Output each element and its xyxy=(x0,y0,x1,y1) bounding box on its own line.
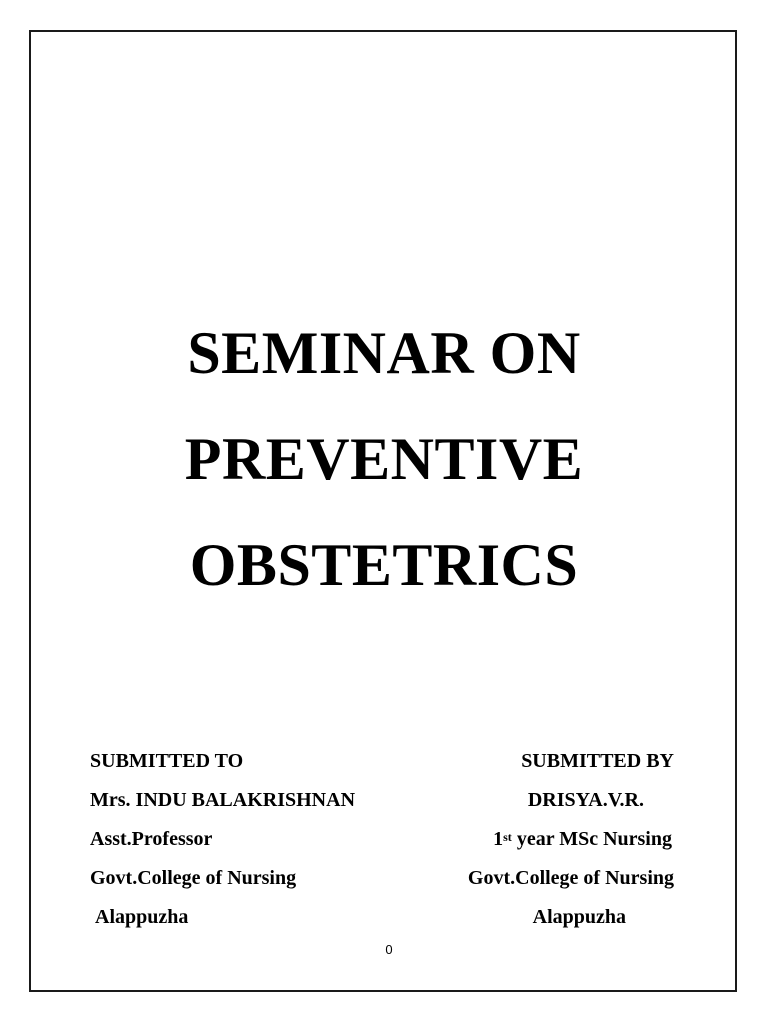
course-text: year MSc Nursing xyxy=(511,828,672,850)
year-suffix: st xyxy=(503,830,512,844)
page-number: 0 xyxy=(385,942,393,957)
submitted-to-heading: SUBMITTED TO xyxy=(90,750,244,772)
submitted-to-place: Alappuzha xyxy=(95,906,189,928)
submitted-to-name: Mrs. INDU BALAKRISHNAN xyxy=(90,789,356,811)
submitted-by-block xyxy=(430,746,674,941)
title-line-3: OBSTETRICS xyxy=(189,532,579,598)
submitted-to-block xyxy=(90,746,410,941)
submitted-by-name: DRISYA.V.R. xyxy=(527,789,644,811)
submitted-to-institution: Govt.College of Nursing xyxy=(90,867,297,889)
title-line-2: PREVENTIVE xyxy=(184,426,584,492)
seminar-title xyxy=(0,300,768,618)
submitted-by-course xyxy=(430,824,674,863)
submitted-by-institution: Govt.College of Nursing xyxy=(467,867,674,889)
year-number: 1 xyxy=(493,828,504,850)
title-line-1: SEMINAR ON xyxy=(187,320,581,386)
submitted-by-heading: SUBMITTED BY xyxy=(521,750,674,772)
submitted-by-place: Alappuzha xyxy=(532,906,626,928)
submitted-to-designation: Asst.Professor xyxy=(90,828,213,850)
